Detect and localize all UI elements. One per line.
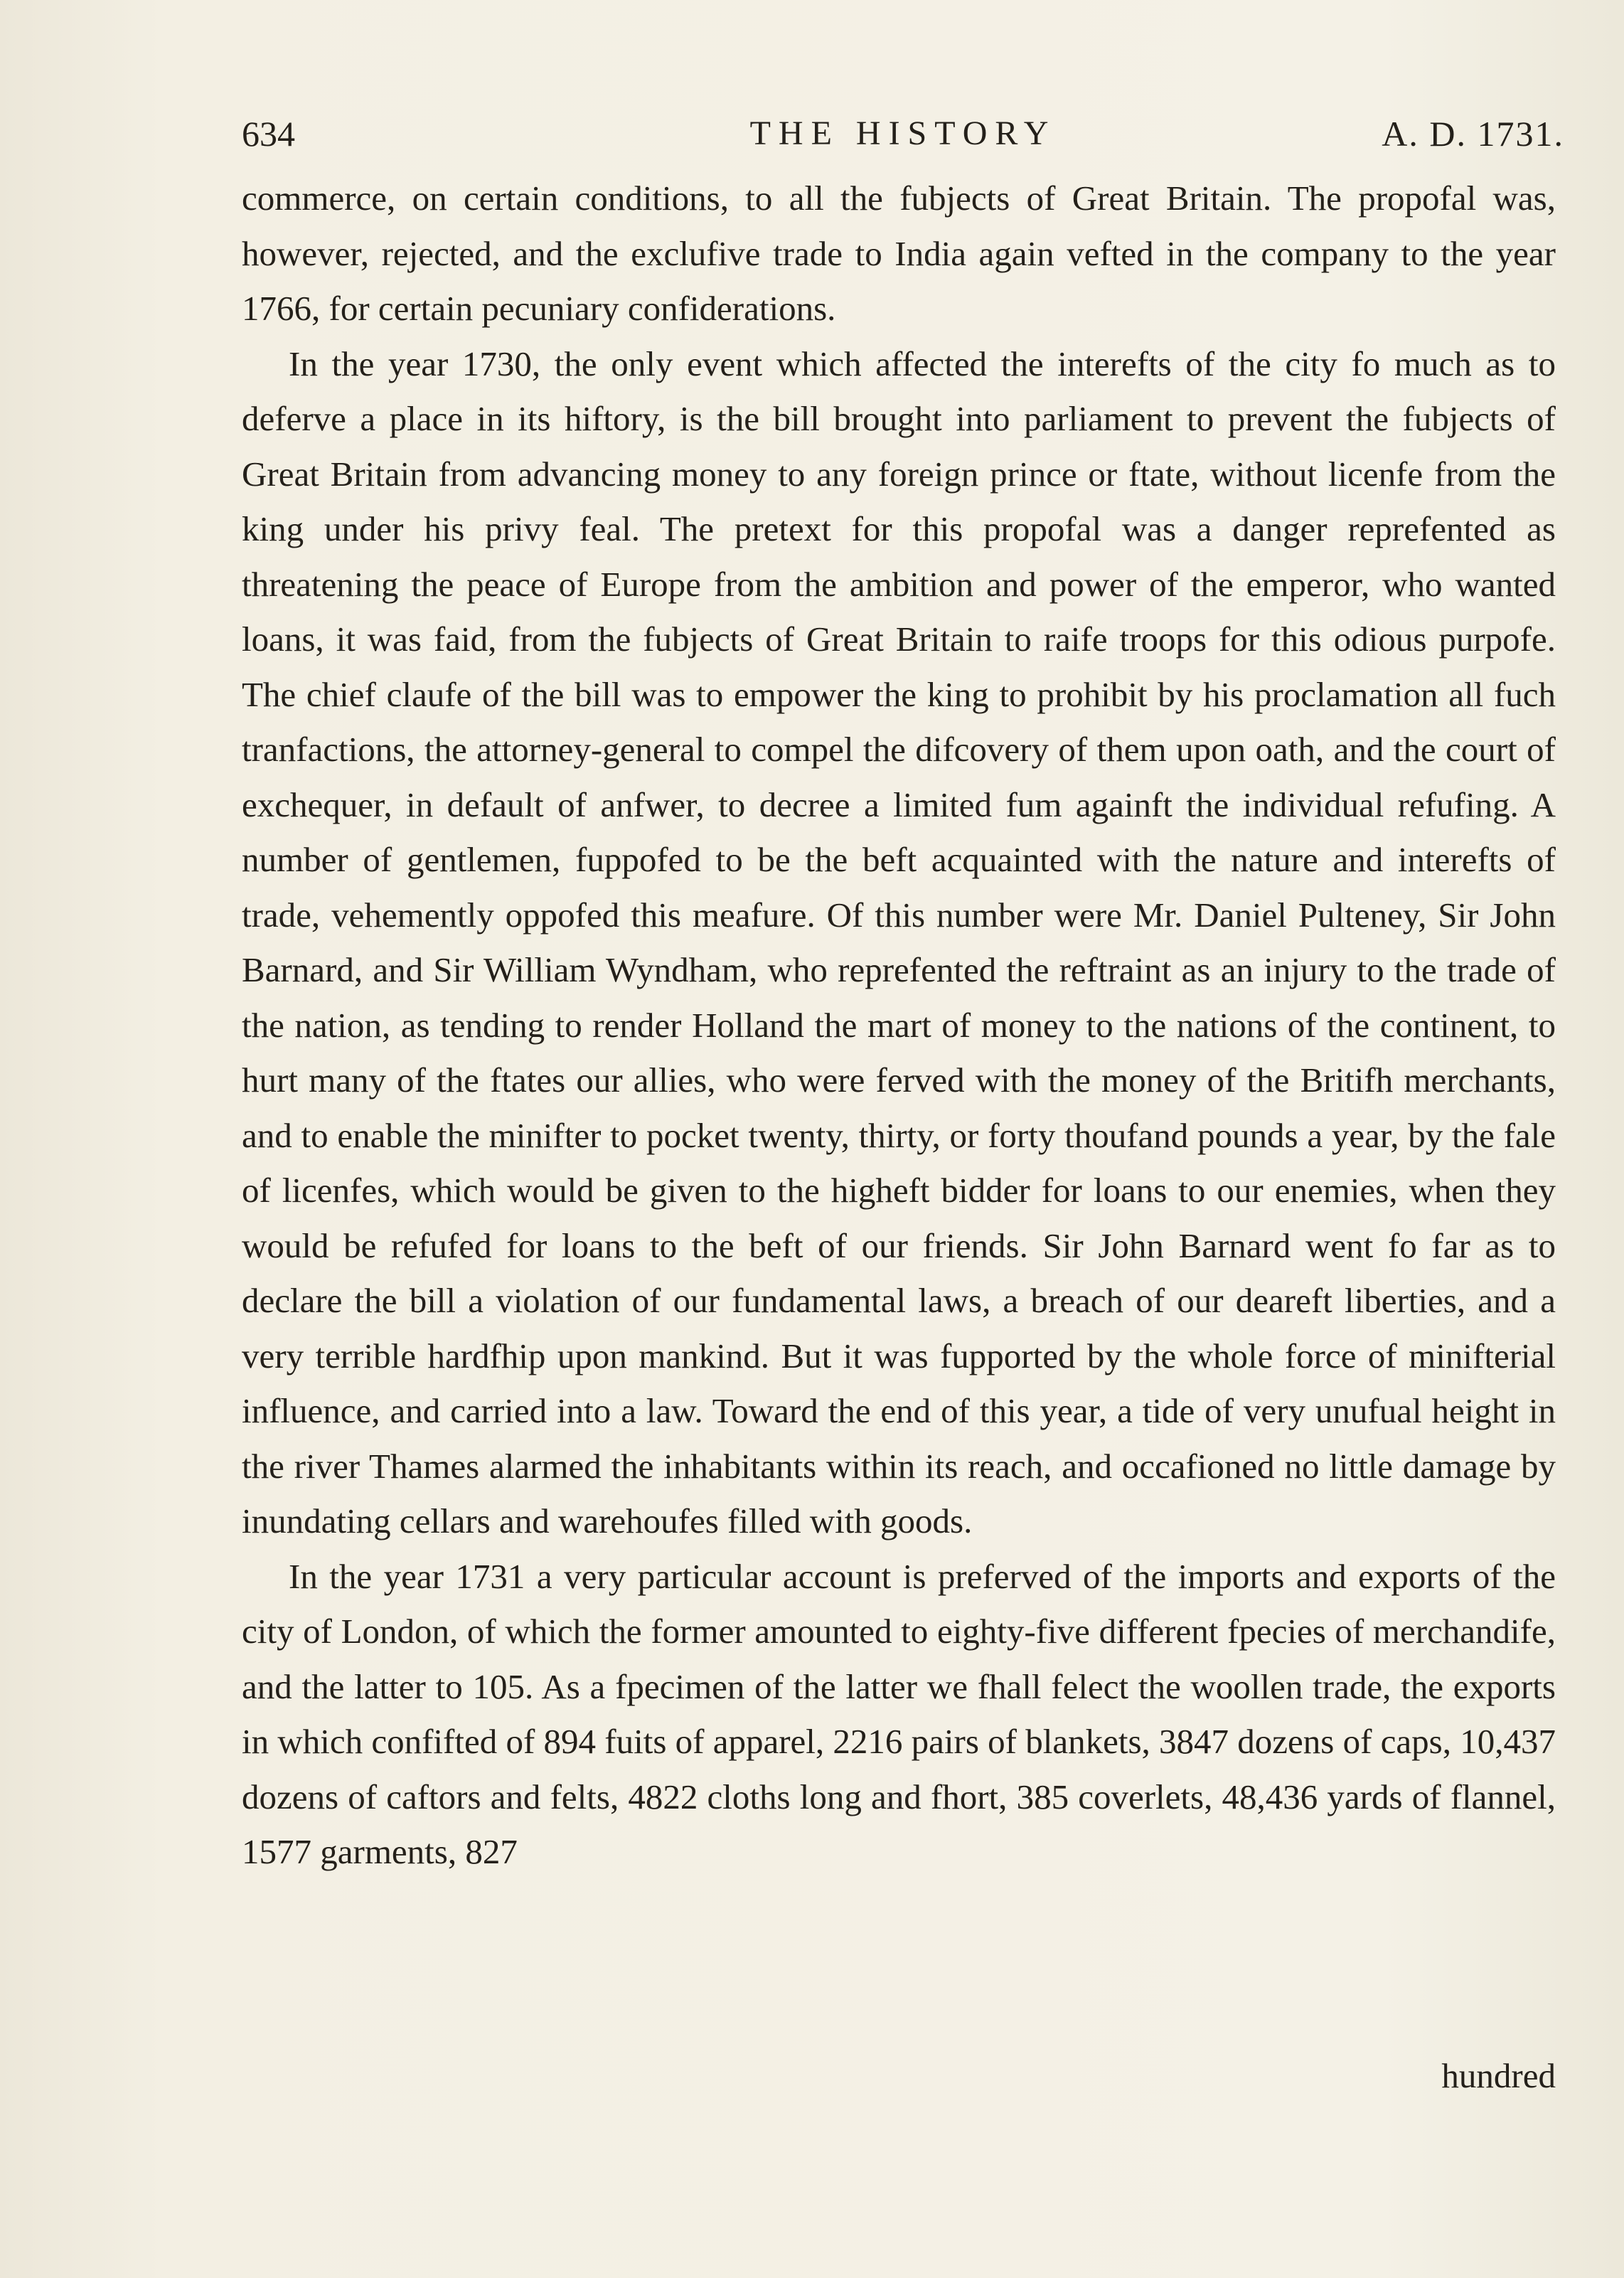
body-text [242, 171, 1556, 1880]
page-number: 634 [242, 114, 295, 154]
paragraph-continued: commerce, on certain conditions, to all the fubjects of Great Britain. The propofal was, however, rejected, and the exclufive trade to India again vefted in the company to the year 1766, for certain pecuniary confiderations. [242, 179, 1556, 328]
catchword: hundred [1441, 2056, 1556, 2095]
paragraph-1731: In the year 1731 a very particular account is preferved of the imports and exports of the city of London, of which the former amounted to eighty-five different fpecies of merchandife, and the latter to 105. As a fpecimen of the latter we fhall felect the woollen trade, the exports in which confifted of 894 fuits of apparel, 2216 pairs of blankets, 3847 dozens of caps, 10,437 dozens of caftors and felts, 4822 cloths long and fhort, 385 coverlets, 48,436 yards of flannel, 1577 garments, 827 [242, 1556, 1556, 1871]
running-title: THE HISTORY [749, 115, 1057, 152]
paragraph-1730: In the year 1730, the only event which affected the interefts of the city fo much as to deferve a place in its hiftory, is the bill brought into parliament to prevent the fubjects of Great Britain from advancing money to any foreign prince or ftate, without licenfe from the king under his privy feal. The pretext for this propofal was a danger reprefented as threatening the peace of Europe from the ambition and power of the emperor, who wanted loans, it was faid, from the fubjects of Great Britain to raife troops for this odious purpofe. The chief claufe of the bill was to empower the king to prohibit by his proclamation all fuch tranfactions, the attorney-general to compel the difcovery of them upon oath, and the court of exchequer, in default of anfwer, to decree a limited fum againft the individual refufing. A number of gentlemen, fuppofed to be the beft acquainted with the nature and interefts of trade, vehemently oppofed this meafure. Of this number were Mr. Daniel Pulteney, Sir John Barnard, and Sir William Wyndham, who reprefented the reftraint as an injury to the trade of the nation, as tending to render Holland the mart of money to the nations of the continent, to hurt many of the ftates our allies, who were ferved with the money of the Britifh merchants, and to enable the minifter to pocket twenty, thirty, or forty thoufand pounds a year, by the fale of licenfes, which would be given to the higheft bidder for loans to our enemies, when they would be refufed for loans to the beft of our friends. Sir John Barnard went fo far as to declare the bill a violation of our fundamental laws, a breach of our deareft liberties, and a very terrible hardfhip upon mankind. But it was fupported by the whole force of minifterial influence, and carried into a law. Toward the end of this year, a tide of very unufual height in the river Thames alarmed the inhabitants within its reach, and occafioned no little damage by inundating cellars and warehoufes filled with goods. [242, 344, 1556, 1540]
year-heading: A. D. 1731. [1382, 114, 1564, 154]
running-head [242, 105, 1564, 162]
